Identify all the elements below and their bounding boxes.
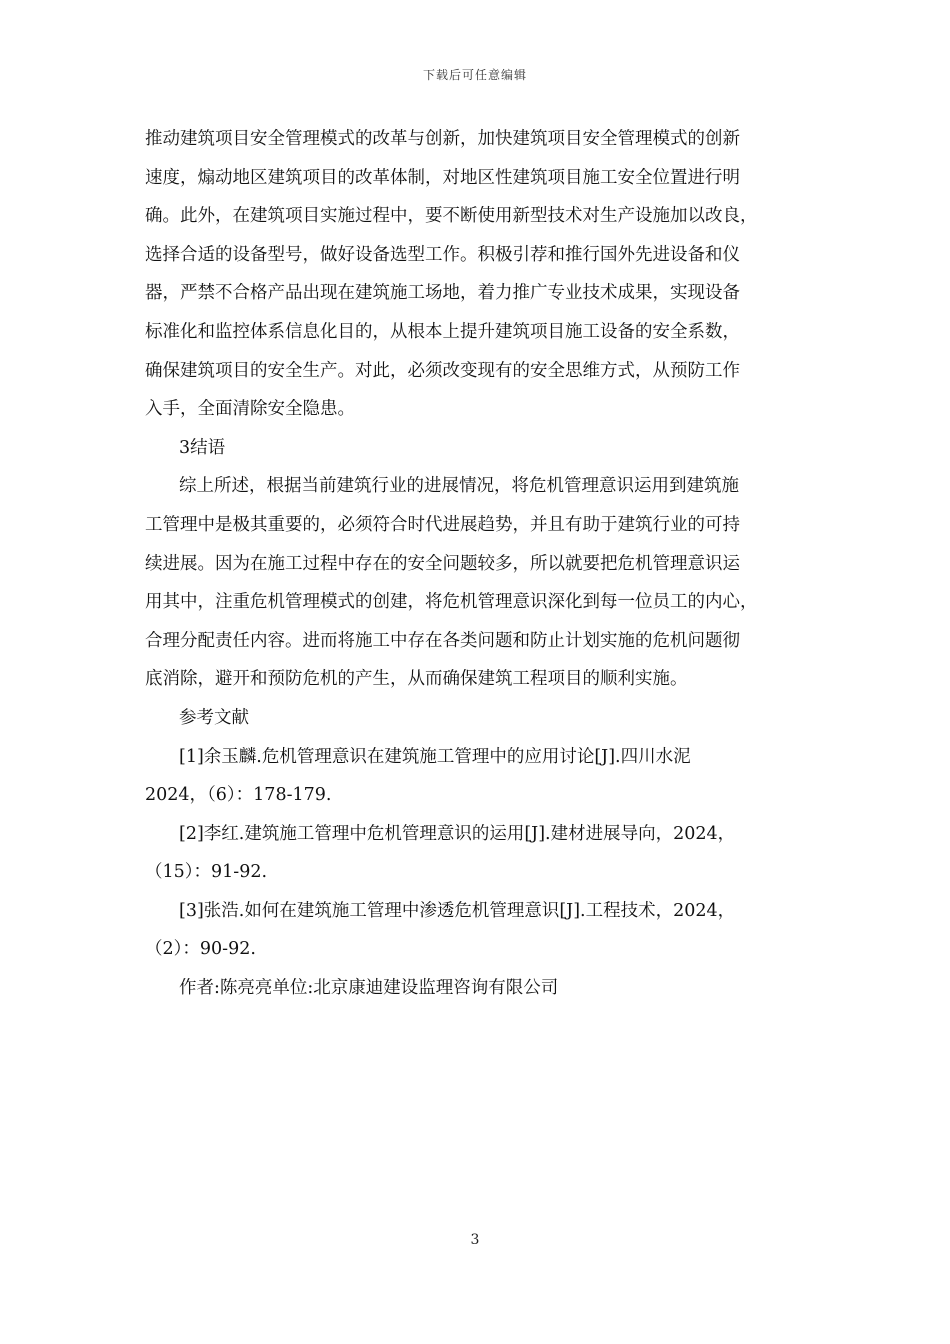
reference-line: （15）：91-92. [145,862,268,883]
paragraph-line: 确保建筑项目的安全生产。对此，必须改变现有的安全思维方式，从预防工作 [145,360,740,381]
reference-item [145,892,810,969]
document-body [145,120,810,1008]
reference-line: [3]张浩.如何在建筑施工管理中渗透危机管理意识[J].工程技术，2024， [179,900,736,921]
paragraph-safety-management [145,120,810,429]
paragraph-line: 入手，全面清除安全隐患。 [145,399,355,420]
page-header: 下载后可任意编辑 [422,68,527,82]
conclusion-heading: 3结语 [179,437,226,458]
paragraph-line: 选择合适的设备型号，做好设备选型工作。积极引荐和推行国外先进设备和仪 [145,244,740,265]
reference-item [145,738,810,815]
paragraph-line: 合理分配责任内容。进而将施工中存在各类问题和防止计划实施的危机问题彻 [145,630,740,651]
paragraph-line: 底消除，避开和预防危机的产生，从而确保建筑工程项目的顺利实施。 [145,669,688,690]
reference-line: [2]李红.建筑施工管理中危机管理意识的运用[J].建材进展导向，2024， [179,823,736,844]
paragraph-line: 用其中，注重危机管理模式的创建，将危机管理意识深化到每一位员工的内心， [145,592,758,613]
reference-item [145,815,810,892]
paragraph-line: 推动建筑项目安全管理模式的改革与创新，加快建筑项目安全管理模式的创新 [145,129,740,149]
paragraph-line: 标准化和监控体系信息化目的，从根本上提升建筑项目施工设备的安全系数， [145,321,740,342]
paragraph-line: 器，严禁不合格产品出现在建筑施工场地，着力推广专业技术成果，实现设备 [145,283,740,304]
reference-line: （2）：90-92. [145,939,256,960]
page-number: 3 [470,1232,480,1248]
references-heading: 参考文献 [179,707,249,728]
paragraph-line: 速度，煽动地区建筑项目的改革体制，对地区性建筑项目施工安全位置进行明 [145,167,740,188]
reference-line: 2024，（6）：178-179. [145,785,332,806]
paragraph-line: 确。此外，在建筑项目实施过程中，要不断使用新型技术对生产设施加以改良， [145,206,758,227]
paragraph-line: 工管理中是极其重要的，必须符合时代进展趋势，并且有助于建筑行业的可持 [145,514,740,535]
author-info: 作者:陈亮亮单位:北京康迪建设监理咨询有限公司 [179,978,559,999]
paragraph-line: 续进展。因为在施工过程中存在的安全问题较多，所以就要把危机管理意识运 [145,553,740,574]
reference-list [145,738,810,970]
paragraph-line: 综上所述，根据当前建筑行业的进展情况，将危机管理意识运用到建筑施 [179,476,739,497]
reference-line: [1]余玉麟.危机管理意识在建筑施工管理中的应用讨论[J].四川水泥 [179,746,691,767]
paragraph-conclusion [145,467,810,699]
